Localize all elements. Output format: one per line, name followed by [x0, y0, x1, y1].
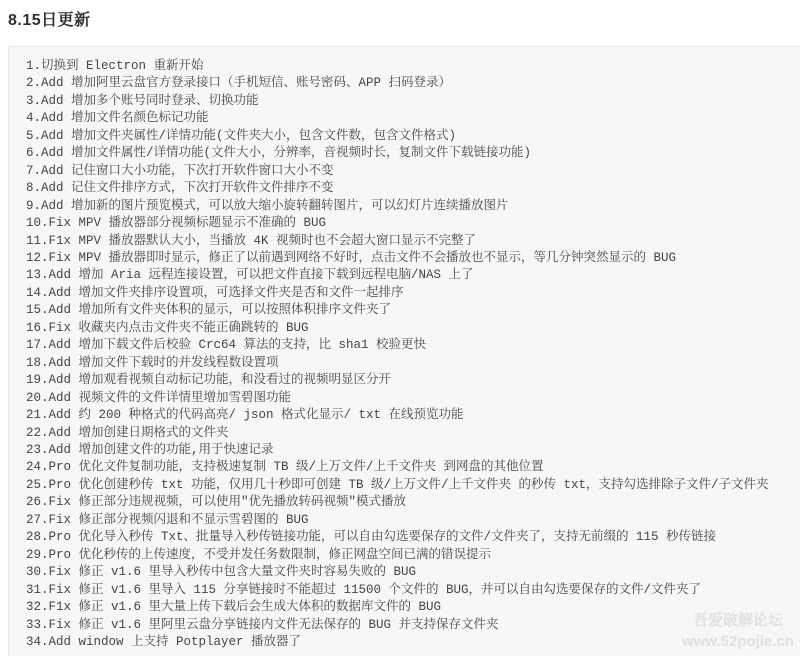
changelog-code-block: [8, 46, 800, 656]
changelog-line-3: 3.Add 增加多个账号同时登录、切换功能: [26, 93, 259, 108]
page-title: 8.15日更新: [8, 12, 91, 29]
changelog-line-22: 22.Add 增加创建日期格式的文件夹: [26, 425, 229, 440]
changelog-line-26: 26.Fix 修正部分违规视频，可以使用"优先播放转码视频"模式播放: [26, 495, 407, 510]
changelog-line-33: 33.Fix 修正 v1.6 里阿里云盘分享链接内文件无法保存的 BUG 并支持保存文件夹: [26, 617, 499, 632]
changelog-line-25: 25.Pro 优化创建秒传 txt 功能，仅用几十秒即可创建 TB 级/上万文件/上千文件夹 的秒传 txt，支持勾选排除子文件/子文件夹: [26, 477, 769, 492]
changelog-line-5: 5.Add 增加文件夹属性/详情功能(文件夹大小，包含文件数，包含文件格式): [26, 128, 457, 143]
changelog-line-24: 24.Pro 优化文件复制功能，支持极速复制 TB 级/上万文件/上千文件夹 到网盘的其他位置: [26, 460, 544, 475]
changelog-line-7: 7.Add 记住窗口大小功能，下次打开软件窗口大小不变: [26, 163, 334, 178]
changelog-line-6: 6.Add 增加文件属性/详情功能(文件大小，分辨率，音视频时长，复制文件下载链接功能): [26, 146, 532, 161]
changelog-line-2: 2.Add 增加阿里云盘官方登录接口（手机短信、账号密码、APP 扫码登录）: [26, 76, 452, 91]
changelog-line-21: 21.Add 约 200 种格式的代码高亮/ json 格式化显示/ txt 在线预览功能: [26, 408, 464, 423]
changelog-line-29: 29.Pro 优化秒传的上传速度，不受并发任务数限制，修正网盘空间已满的错误提示: [26, 547, 492, 562]
changelog-line-30: 30.Fix 修正 v1.6 里导入秒传中包含大量文件夹时容易失败的 BUG: [26, 565, 417, 580]
changelog-line-1: 1.切换到 Electron 重新开始: [26, 59, 204, 73]
changelog-line-17: 17.Add 增加下载文件后校验 Crc64 算法的支持，比 sha1 校验更快: [26, 338, 427, 353]
changelog-line-13: 13.Add 增加 Aria 远程连接设置，可以把文件直接下载到远程电脑/NAS 上了: [26, 268, 474, 283]
forum-watermark-url: www.52pojie.cn: [682, 633, 794, 650]
changelog-line-32: 32.F1x 修正 v1.6 里大量上传下载后会生成大体积的数据库文件的 BUG: [26, 600, 442, 615]
changelog-line-10: 10.Fix MPV 播放器部分视频标题显示不准确的 BUG: [26, 216, 327, 231]
changelog-line-20: 20.Add 视频文件的文件详情里增加雪碧图功能: [26, 390, 292, 405]
changelog-line-27: 27.Fix 修正部分视频闪退和不显示雪碧图的 BUG: [26, 512, 309, 527]
changelog-line-4: 4.Add 增加文件名颜色标记功能: [26, 111, 209, 126]
changelog-line-9: 9.Add 增加新的图片预览模式，可以放大缩小旋转翻转图片，可以幻灯片连续播放图片: [26, 198, 509, 213]
changelog-line-12: 12.Fix MPV 播放器即时显示，修正了以前遇到网络不好时，点击文件不会播放也不显示，等几分钟突然显示的 BUG: [26, 250, 677, 265]
changelog-line-19: 19.Add 增加观看视频自动标记功能，和没看过的视频明显区分开: [26, 373, 392, 388]
changelog-line-11: 11.F1x MPV 播放器默认大小，当播放 4K 视频时也不会超大窗口显示不完整了: [26, 233, 477, 248]
changelog-line-15: 15.Add 增加所有文件夹体积的显示，可以按照体积排序文件夹了: [26, 303, 392, 318]
changelog-line-8: 8.Add 记住文件排序方式，下次打开软件文件排序不变: [26, 181, 334, 196]
changelog-line-14: 14.Add 增加文件夹排序设置项，可选择文件夹是否和文件一起排序: [26, 285, 404, 300]
forum-watermark-name: 吾爱破解论坛: [693, 612, 784, 629]
changelog-line-23: 23.Add 增加创建文件的功能,用于快速记录: [26, 442, 274, 457]
changelog-line-16: 16.Fix 收藏夹内点击文件夹不能正确跳转的 BUG: [26, 320, 309, 335]
changelog-line-28: 28.Pro 优化导入秒传 Txt、批量导入秒传链接功能，可以自由勾选要保存的文件/文件夹了，支持无前缀的 115 秒传链接: [26, 530, 717, 545]
changelog-line-31: 31.Fix 修正 v1.6 里导入 115 分享链接时不能超过 11500 个文件的 BUG，并可以自由勾选要保存的文件/文件夹了: [26, 582, 702, 597]
changelog-line-18: 18.Add 增加文件下载时的并发线程数设置项: [26, 355, 279, 370]
changelog-line-34: 34.Add window 上支持 Potplayer 播放器了: [26, 634, 302, 649]
